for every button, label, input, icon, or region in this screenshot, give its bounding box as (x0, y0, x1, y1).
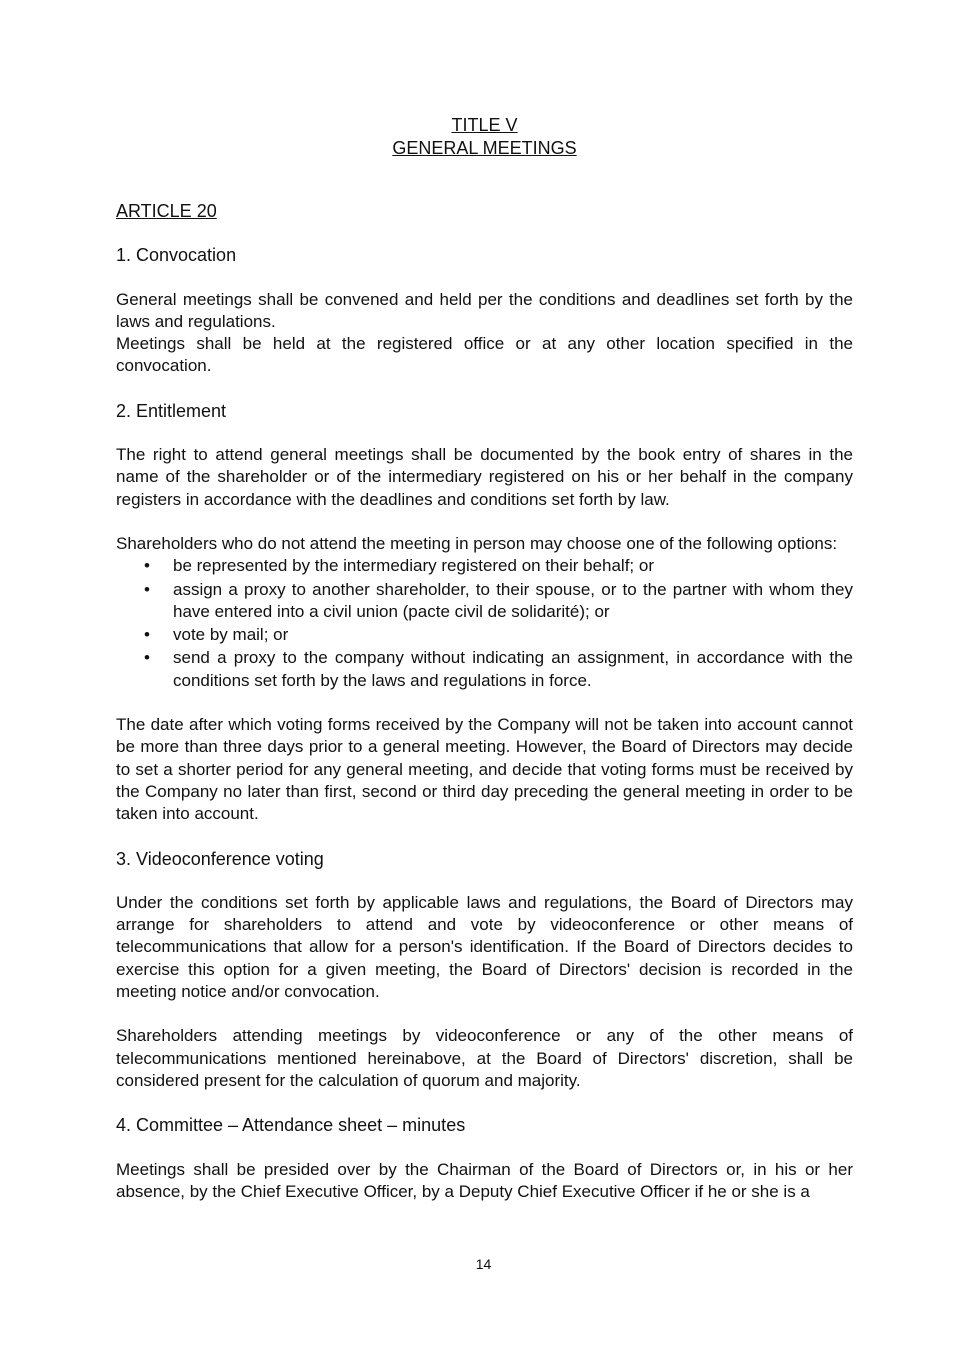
article-heading: ARTICLE 20 (116, 201, 217, 221)
bullet-icon: • (144, 648, 150, 668)
committee-paragraph-1: Meetings shall be presided over by the Chairman of the Board of Directors or, in his or her absence, by the Chief Executive Officer, by a Deputy Chief Executive Officer if he or she is a (116, 1159, 853, 1201)
list-item (116, 555, 853, 577)
title-name: GENERAL MEETINGS (392, 137, 577, 158)
section-heading-convocation: 1. Convocation (116, 245, 237, 266)
section-heading-committee: 4. Committee – Attendance sheet – minutes (116, 1115, 466, 1136)
options-list (116, 555, 853, 692)
title-number: TITLE V (451, 115, 518, 135)
list-item (116, 647, 853, 692)
bullet-icon: • (144, 625, 150, 645)
videoconference-paragraph-2: Shareholders attending meetings by videoconference or any of the other means of telecommunications mentioned hereinabove, at the Board of Directors' discretion, shall be considered present for the calculation of quorum and majority. (116, 1026, 853, 1090)
entitlement-paragraph-1: The right to attend general meetings shall be documented by the book entry of shares in the name of the shareholder or of the intermediary registered on his or her behalf in the company registers in accordance with the deadlines and conditions set forth by law. (116, 445, 853, 509)
convocation-paragraph-2: Meetings shall be held at the registered office or at any other location specified in the convocation. (116, 334, 853, 376)
section-heading-entitlement: 2. Entitlement (116, 400, 227, 421)
bullet-icon: • (144, 579, 150, 599)
bullet-icon: • (144, 556, 150, 576)
entitlement-paragraph-3: The date after which voting forms received by the Company will not be taken into account cannot be more than three days prior to a general meeting. However, the Board of Directors may decide to set a shorter period for any general meeting, and decide that voting forms must be received by the Company no later than first, second or third day preceding the general meeting in order to be taken into account. (116, 715, 853, 824)
list-item (116, 579, 853, 624)
entitlement-paragraph-2: Shareholders who do not attend the meeting in person may choose one of the following options: (116, 533, 838, 553)
list-item-text: vote by mail; or (173, 625, 289, 645)
section-heading-videoconference: 3. Videoconference voting (116, 848, 324, 869)
title-block (116, 114, 853, 159)
convocation-paragraph-1: General meetings shall be convened and held per the conditions and deadlines set forth by the laws and regulations. (116, 289, 853, 331)
page-number: 14 (475, 1256, 492, 1272)
document-page (116, 114, 853, 1225)
list-item-text: send a proxy to the company without indicating an assignment, in accordance with the conditions set forth by the laws and regulations in force. (173, 648, 853, 690)
videoconference-paragraph-1: Under the conditions set forth by applicable laws and regulations, the Board of Directors may arrange for shareholders to attend and vote by videoconference or other means of telecommunications that allow for a person's identification. If the Board of Directors decides to exercise this option for a given meeting, the Board of Directors' decision is recorded in the meeting notice and/or convocation. (116, 892, 853, 1002)
list-item (116, 624, 853, 646)
list-item-text: be represented by the intermediary registered on their behalf; or (173, 556, 654, 576)
list-item-text: assign a proxy to another shareholder, to their spouse, or to the partner with whom they have entered into a civil union (pacte civil de solidarité); or (173, 579, 853, 621)
